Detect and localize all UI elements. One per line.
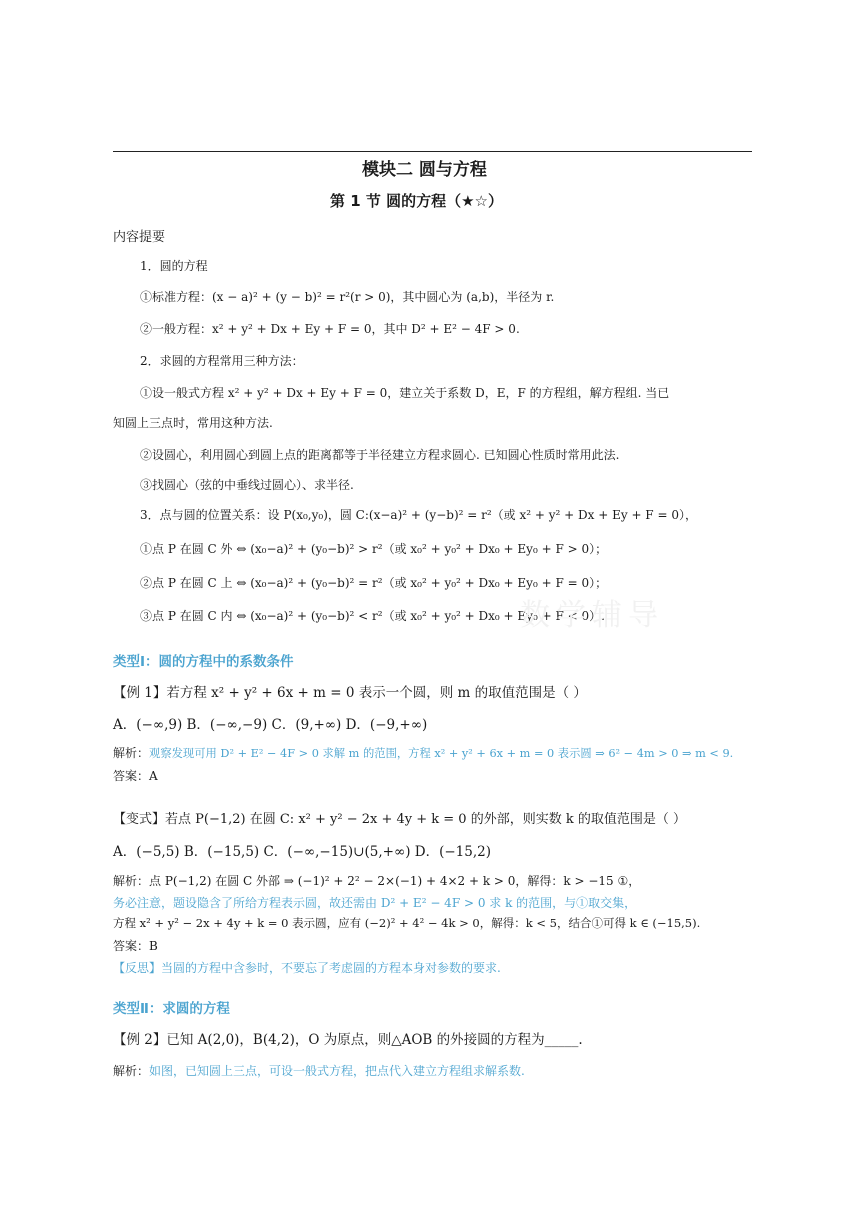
summary-line: ①标准方程：(x − a)² + (y − b)² = r²(r > 0)，其中圆心为 (a,b)，半径为 r. <box>140 290 555 304</box>
section-title: 第 1 节 圆的方程（★☆） <box>330 192 503 210</box>
reflection-text: 【反思】当圆的方程中含参时，不要忘了考虑圆的方程本身对参数的要求. <box>113 961 501 975</box>
analysis-block <box>113 1062 525 1079</box>
example-question: 【例 2】已知 A(2,0)，B(4,2)，O 为原点，则△AOB 的外接圆的方程为_____. <box>113 1032 583 1048</box>
summary-line: 3．点与圆的位置关系：设 P(x₀,y₀)，圆 C:(x−a)² + (y−b)² = r²（或 x² + y² + Dx + Ey + F = 0）， <box>140 508 697 522</box>
summary-line: ①设一般式方程 x² + y² + Dx + Ey + F = 0，建立关于系数 D，E，F 的方程组，解方程组. 当已 <box>140 386 670 400</box>
summary-line: ②一般方程：x² + y² + Dx + Ey + F = 0，其中 D² + E² − 4F > 0. <box>140 322 520 336</box>
variant-analysis-line: 务必注意，题设隐含了所给方程表示圆，故还需由 D² + E² − 4F > 0 求 k 的范围，与①取交集， <box>113 896 637 910</box>
variant-analysis-line: 方程 x² + y² − 2x + 4y + k = 0 表示圆，应有 (−2)² + 4² − 4k > 0，解得：k < 5，结合①可得 k ∈ (−15,5). <box>113 916 701 930</box>
variant-options: A．(−5,5) B．(−15,5) C．(−∞,−15)∪(5,+∞) D．(−15,2) <box>113 844 491 860</box>
answer-text: 答案：B <box>113 939 158 953</box>
analysis-text: 如图，已知圆上三点，可设一般式方程，把点代入建立方程组求解系数. <box>149 1064 525 1078</box>
analysis-label: 解析： <box>113 1064 150 1078</box>
analysis-label: 解析： <box>113 874 150 888</box>
summary-line: ③找圆心（弦的中垂线过圆心）、求半径. <box>140 478 354 492</box>
summary-label: 内容提要 <box>113 230 166 245</box>
analysis-text: 点 P(−1,2) 在圆 C 外部 ⇒ (−1)² + 2² − 2×(−1) + 4×2 + k > 0，解得：k > −15 ①， <box>149 874 641 888</box>
example-question: 【例 1】若方程 x² + y² + 6x + m = 0 表示一个圆，则 m 的取值范围是（ ） <box>113 685 587 701</box>
watermark: 数学辅导 <box>520 598 664 633</box>
summary-line: 1．圆的方程 <box>140 259 208 273</box>
variant-analysis-line <box>113 872 640 889</box>
analysis-text: 观察发现可用 D² + E² − 4F > 0 求解 m 的范围，方程 x² + y² + 6x + m = 0 表示圆 ⇒ 6² − 4m > 0 ⇒ m < 9. <box>149 747 734 760</box>
summary-line: ②点 P 在圆 C 上 ⇔ (x₀−a)² + (y₀−b)² = r²（或 x₀² + y₀² + Dx₀ + Ey₀ + F = 0）； <box>140 576 608 590</box>
analysis-block <box>113 744 733 761</box>
summary-line: ②设圆心，利用圆心到圆上点的距离都等于半径建立方程求圆心. 已知圆心性质时常用此法. <box>140 448 620 462</box>
summary-line: ①点 P 在圆 C 外 ⇔ (x₀−a)² + (y₀−b)² > r²（或 x₀² + y₀² + Dx₀ + Ey₀ + F > 0）； <box>140 542 608 556</box>
category-title: 类型Ⅱ：求圆的方程 <box>113 1001 230 1017</box>
header-rule <box>113 151 752 152</box>
summary-line: ③点 P 在圆 C 内 ⇔ (x₀−a)² + (y₀−b)² < r²（或 x₀² + y₀² + Dx₀ + Ey₀ + F < 0）. <box>140 609 605 623</box>
module-title: 模块二 圆与方程 <box>362 160 487 180</box>
analysis-label: 解析： <box>113 746 150 760</box>
example-options: A．(−∞,9) B．(−∞,−9) C．(9,+∞) D．(−9,+∞) <box>113 717 428 733</box>
category-title: 类型Ⅰ：圆的方程中的系数条件 <box>113 654 294 670</box>
summary-line: 2．求圆的方程常用三种方法： <box>140 354 304 368</box>
answer-text: 答案：A <box>113 769 158 783</box>
summary-line: 知圆上三点时，常用这种方法. <box>113 416 273 430</box>
variant-question: 【变式】若点 P(−1,2) 在圆 C: x² + y² − 2x + 4y + k = 0 的外部，则实数 k 的取值范围是（ ） <box>113 812 686 827</box>
